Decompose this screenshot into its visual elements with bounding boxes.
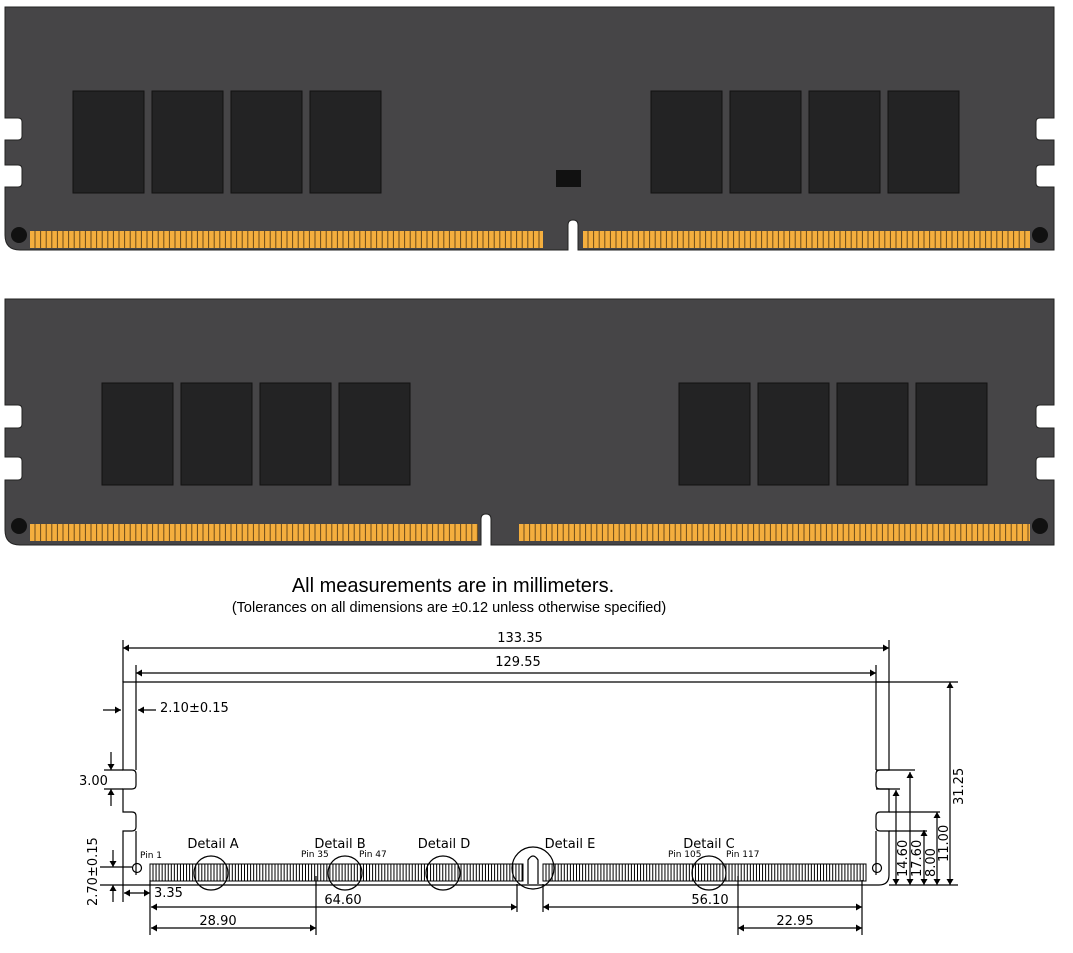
small-chip [556, 170, 581, 187]
module-bottom [5, 299, 1054, 545]
dim-17-60: 17.60 [910, 839, 925, 877]
pin-117-label: Pin 117 [726, 850, 760, 860]
module-top [5, 7, 1054, 250]
dim-to-pin35: 28.90 [199, 914, 237, 929]
memory-chip [730, 91, 801, 193]
units-note: All measurements are in millimeters. [291, 575, 615, 597]
dim-key-to-end: 56.10 [691, 893, 729, 908]
dim-edge-thickness: 2.10±0.15 [160, 701, 229, 716]
dim-hole-offset: 2.70±0.15 [86, 837, 101, 906]
memory-chip [73, 91, 144, 193]
memory-chip [310, 91, 381, 193]
detail-b-label: Detail B [314, 837, 366, 852]
mounting-hole [11, 518, 27, 534]
dim-pin1-offset: 3.35 [154, 886, 183, 901]
memory-chip [679, 383, 750, 485]
pin-105-label: Pin 105 [668, 850, 702, 860]
dim-11-00: 11.00 [937, 824, 952, 862]
memory-chip [651, 91, 722, 193]
outline-drawing [123, 682, 889, 890]
dim-notch-height: 3.00 [79, 774, 108, 789]
pin-35-label: Pin 35 [301, 850, 329, 860]
dim-pin117-to-end: 22.95 [776, 914, 814, 929]
dim-8-00: 8.00 [924, 848, 939, 877]
pin-1-label: Pin 1 [140, 851, 163, 861]
dim-height: 31.25 [952, 767, 967, 805]
memory-chip [260, 383, 331, 485]
gold-contacts [519, 524, 1030, 541]
memory-chip [181, 383, 252, 485]
detail-c-label: Detail C [683, 837, 735, 852]
pin-47-label: Pin 47 [359, 850, 387, 860]
key-notch [528, 856, 538, 884]
hole-mark [133, 864, 142, 873]
memory-chip [758, 383, 829, 485]
dimension-lines [100, 640, 958, 935]
memory-chip [152, 91, 223, 193]
dim-to-key: 64.60 [324, 893, 362, 908]
memory-chip [339, 383, 410, 485]
detail-d-label: Detail D [417, 837, 471, 852]
mounting-hole [1032, 518, 1048, 534]
memory-chip [837, 383, 908, 485]
tolerance-note: (Tolerances on all dimensions are ±0.12 unless otherwise specified) [231, 600, 667, 616]
memory-chip [888, 91, 959, 193]
hole-mark [873, 864, 882, 873]
board-outline [123, 682, 889, 885]
memory-chip [102, 383, 173, 485]
dim-14-60: 14.60 [896, 839, 911, 877]
mounting-hole [1032, 227, 1048, 243]
dim-overall-length: 133.35 [497, 631, 543, 646]
memory-chip [231, 91, 302, 193]
dim-hole-span: 129.55 [495, 655, 541, 670]
memory-chip [809, 91, 880, 193]
memory-chip [916, 383, 987, 485]
detail-e-label: Detail E [544, 837, 596, 852]
detail-a-label: Detail A [187, 837, 239, 852]
gold-contacts [30, 524, 478, 541]
mounting-hole [11, 227, 27, 243]
